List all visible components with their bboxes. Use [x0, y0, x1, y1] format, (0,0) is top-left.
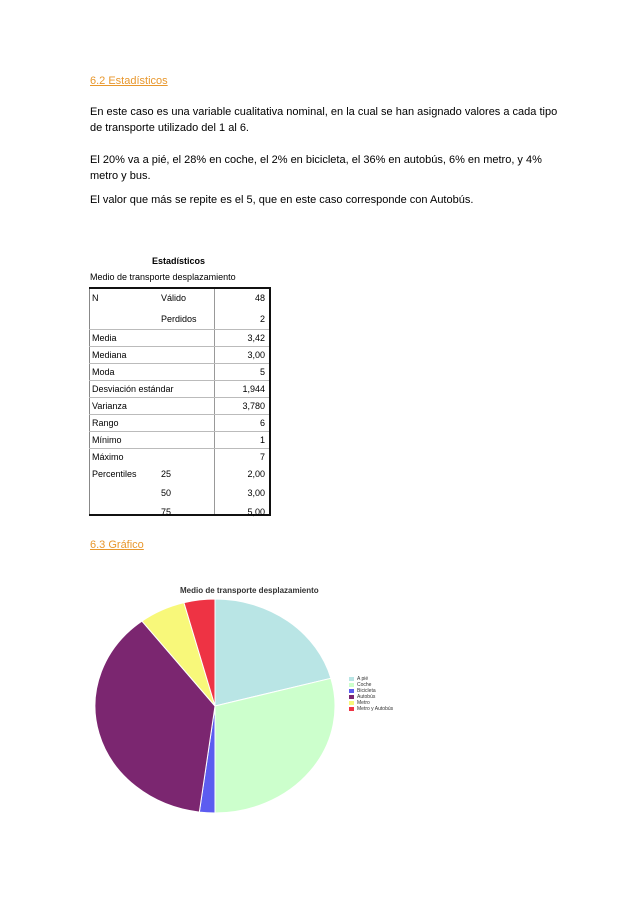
legend-label: A pié — [357, 676, 369, 682]
stats-row-divider — [89, 380, 269, 381]
stats-cell-c3: 3,00 — [247, 488, 265, 498]
legend-swatch — [349, 677, 354, 681]
stats-row — [89, 503, 269, 520]
legend-label: Coche — [357, 682, 372, 688]
stats-cell-c2: 75 — [161, 507, 172, 517]
stats-cell-c1: Rango — [92, 418, 119, 428]
legend-label: Metro y Autobús — [357, 706, 394, 712]
legend-swatch — [349, 695, 354, 699]
stats-row-divider — [89, 414, 269, 415]
stats-cell-c2: 50 — [161, 488, 172, 498]
stats-cell-c1: Máximo — [92, 452, 124, 462]
stats-cell-c1: Desviación estándar — [92, 384, 174, 394]
legend-label: Bicicleta — [357, 688, 376, 694]
paragraph-mode: El valor que más se repite es el 5, que en este caso corresponde con Autobús. — [90, 194, 474, 206]
stats-row — [89, 310, 269, 327]
stats-row — [89, 346, 269, 363]
paragraph-percentages: El 20% va a pié, el 28% en coche, el 2% en bicicleta, el 36% en autobús, 6% en metro, y 4% metro y bus. — [90, 154, 542, 182]
stats-row-divider — [89, 397, 269, 398]
stats-cell-c1: Mínimo — [92, 435, 122, 445]
stats-cell-c1: Moda — [92, 367, 115, 377]
stats-row — [89, 363, 269, 380]
legend-label: Autobús — [357, 694, 376, 700]
stats-row — [89, 380, 269, 397]
stats-table-subtitle: Medio de transporte desplazamiento — [90, 272, 236, 282]
legend-swatch — [349, 689, 354, 693]
stats-cell-c3: 1,944 — [242, 384, 265, 394]
stats-row — [89, 329, 269, 346]
stats-row — [89, 431, 269, 448]
stats-row — [89, 448, 269, 465]
legend-label: Metro — [357, 700, 370, 706]
stats-cell-c3: 2,00 — [247, 469, 265, 479]
paragraph-variable-description: En este caso es una variable cualitativa nominal, en la cual se han asignado valores a cada tipo de transporte utilizado del 1 al 6. — [90, 106, 558, 134]
stats-cell-c3: 7 — [259, 452, 265, 462]
stats-row — [89, 465, 269, 482]
section-heading-grafico: 6.3 Gráfico — [90, 539, 144, 551]
stats-row — [89, 414, 269, 431]
legend-item — [349, 706, 393, 712]
stats-cell-c1: Mediana — [92, 350, 127, 360]
stats-cell-c3: 5 — [259, 367, 265, 377]
stats-row-divider — [89, 363, 269, 364]
stats-cell-c1: Varianza — [92, 401, 127, 411]
stats-cell-c2: 25 — [161, 469, 172, 479]
stats-table — [89, 287, 271, 516]
stats-cell-c3: 48 — [254, 293, 265, 303]
legend-swatch — [349, 683, 354, 687]
stats-row-divider — [89, 448, 269, 449]
stats-cell-c3: 3,00 — [247, 350, 265, 360]
stats-row — [89, 484, 269, 501]
stats-row-divider — [89, 431, 269, 432]
stats-cell-c1: N — [92, 293, 99, 303]
stats-cell-c1: Media — [92, 333, 117, 343]
chart-legend — [349, 676, 393, 712]
stats-cell-c3: 5,00 — [247, 507, 265, 517]
stats-cell-c3: 3,780 — [242, 401, 265, 411]
stats-row-divider — [89, 346, 269, 347]
stats-cell-c3: 2 — [259, 314, 265, 324]
stats-cell-c3: 1 — [259, 435, 265, 445]
chart-title: Medio de transporte desplazamiento — [180, 586, 319, 595]
section-heading-estadisticos: 6.2 Estadísticos — [90, 75, 168, 87]
stats-row — [89, 397, 269, 414]
stats-cell-c3: 6 — [259, 418, 265, 428]
stats-cell-c2: Válido — [161, 293, 187, 303]
stats-row — [89, 289, 269, 306]
stats-row-divider — [89, 329, 269, 330]
legend-swatch — [349, 701, 354, 705]
stats-cell-c3: 3,42 — [247, 333, 265, 343]
stats-cell-c1: Percentiles — [92, 469, 137, 479]
legend-swatch — [349, 707, 354, 711]
stats-table-title: Estadísticos — [152, 256, 206, 266]
stats-cell-c2: Perdidos — [161, 314, 197, 324]
